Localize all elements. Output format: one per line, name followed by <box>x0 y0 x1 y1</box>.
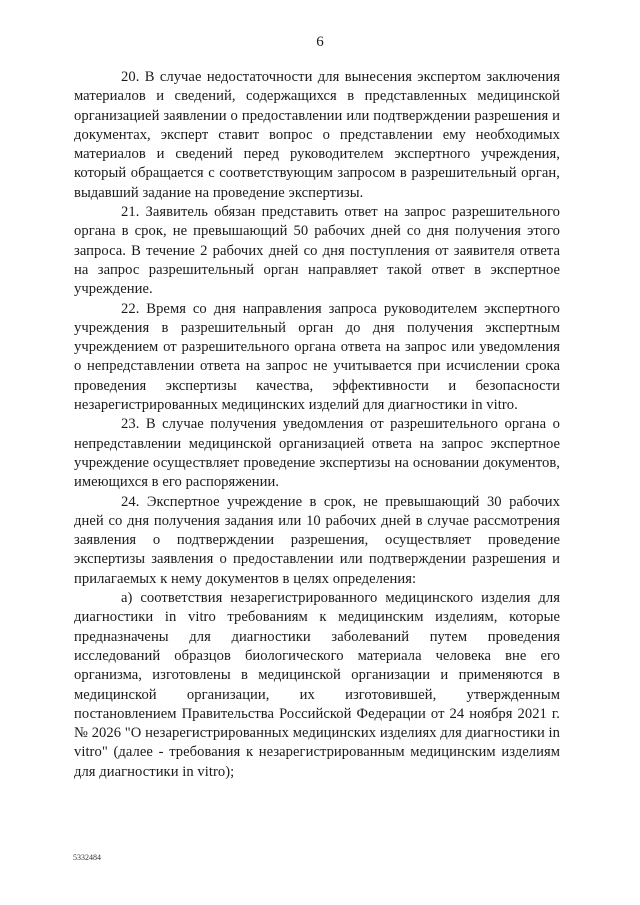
paragraph-24: 24. Экспертное учреждение в срок, не превышающий 30 рабочих дней со дня получения задания или 10 рабочих дней в случае рассмотрения заявления о подтверждении разрешения, осуществляет проведение экспертизы заявления о предоставлении или подтверждении разрешения и прилагаемых к нему документов в целях определения: <box>74 493 560 587</box>
page-number: 6 <box>316 34 324 50</box>
paragraph-20: 20. В случае недостаточности для вынесения экспертом заключения материалов и сведений, содержащихся в представленных медицинской организацией заявлении о предоставлении или подтверждении разрешения и документах, эксперт ставит вопрос о представлении ему необходимых материалов и сведений перед руководителем экспертного учреждения, который обращается с соответствующим запросом в разрешительный орган, выдавший задание на проведение экспертизы. <box>74 69 560 201</box>
document-body <box>74 68 560 782</box>
paragraph-24-a: а) соответствия незарегистрированного медицинского изделия для диагностики in vitro требованиям к медицинским изделиям, которые предназначены для диагностики заболеваний путем проведения исследований образцов биологического материала человека вне его организма, изготовлены в медицинской организации и применяются в медицинской организации, их изготовившей, утвержденным постановлением Правительства Российской Федерации от 24 ноября 2021 г. № 2026 "О незарегистрированных медицинских изделиях для диагностики in vitro" (далее - требования к незарегистрированным медицинским изделиям для диагностики in vitro); <box>74 590 560 780</box>
document-code: 5332484 <box>73 853 101 862</box>
paragraph-23: 23. В случае получения уведомления от разрешительного органа о непредставлении медицинской организацией ответа на запрос экспертное учреждение осуществляет проведение экспертизы на основании документов, имеющихся в его распоряжении. <box>74 416 560 491</box>
paragraph-22: 22. Время со дня направления запроса руководителем экспертного учреждения в разрешительный орган до дня получения экспертным учреждением от разрешительного органа ответа на запрос или уведомления о непредставлении ответа на запрос не учитывается при исчислении срока проведения экспертизы качества, эффективности и безопасности незарегистрированных медицинских изделий для диагностики in vitro. <box>74 300 560 414</box>
paragraph-21: 21. Заявитель обязан представить ответ на запрос разрешительного органа в срок, не превышающий 50 рабочих дней со дня получения этого запроса. В течение 2 рабочих дней со дня поступления от заявителя ответа на запрос разрешительный орган направляет такой ответ в экспертное учреждение. <box>74 204 560 298</box>
